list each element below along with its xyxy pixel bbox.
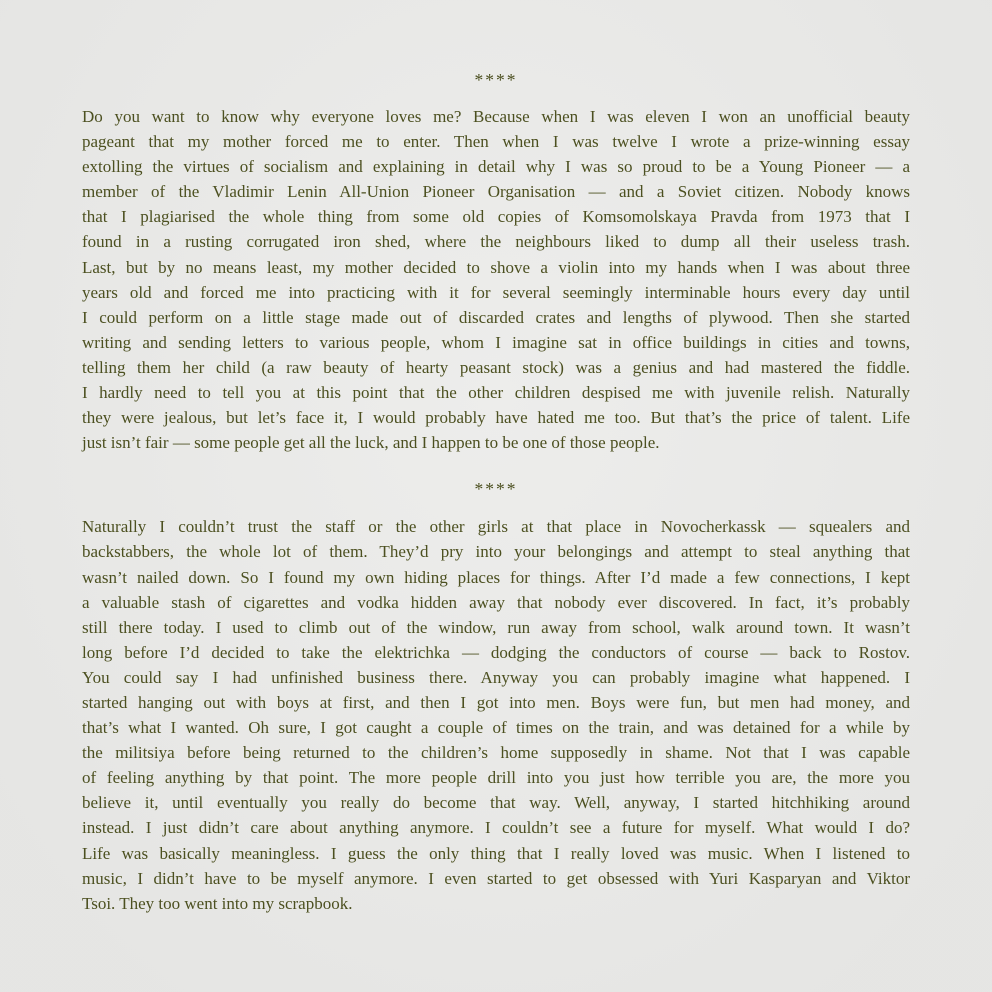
text-line: a valuable stash of cigarettes and vodka hidden away that nobody ever discovered. In fact, it’s probably [82,592,910,612]
text-line: Do you want to know why everyone loves me? Because when I was eleven I won an unofficial beauty [82,107,910,126]
text-line: believe it, until eventually you really do become that way. Well, anyway, I started hitchhiking around [82,793,910,813]
text-line: Naturally I couldn’t trust the staff or the other girls at that place in Novocherkassk — squealers and [82,517,910,537]
text-line: I could perform on a little stage made out of discarded crates and lengths of plywood. Then she started [82,307,910,327]
text-line: wasn’t nailed down. So I found my own hiding places for things. After I’d made a few connections, I kept [82,567,910,587]
text-line: of feeling anything by that point. The more people drill into you just how terrible you are, the more you [82,768,910,788]
text-line: music, I didn’t have to be myself anymore. I even started to get obsessed with Yuri Kasparyan and Viktor [82,868,910,888]
text-line: telling them her child (a raw beauty of hearty peasant stock) was a genius and had mastered the fiddle. [82,357,910,377]
text-line: still there today. I used to climb out of the window, run away from school, walk around town. It wasn’t [82,617,910,637]
text-line: extolling the virtues of socialism and explaining in detail why I was so proud to be a Young Pioneer — a [82,157,910,177]
text-line: long before I’d decided to take the elektrichka — dodging the conductors of course — back to Rostov. [82,642,910,662]
text-line: I hardly need to tell you at this point that the other children despised me with juvenile relish. Naturally [82,383,910,403]
text-line: writing and sending letters to various people, whom I imagine sat in office buildings in cities and towns, [82,332,910,352]
text-line: that I plagiarised the whole thing from some old copies of Komsomolskaya Pravda from 1973 that I [82,207,910,227]
text-line: years old and forced me into practicing with it for several seemingly interminable hours every day until [82,282,910,302]
text-line: just isn’t fair — some people get all the luck, and I happen to be one of those people. [82,433,660,453]
paragraph-second-section [82,514,910,916]
paragraph-first-section [82,104,910,455]
text-line: they were jealous, but let’s face it, I would probably have hated me too. But that’s the price of talent. Life [82,408,910,428]
text-line: instead. I just didn’t care about anything anymore. I couldn’t see a future for myself. What would I do? [82,818,910,838]
text-line: that’s what I wanted. Oh sure, I got caught a couple of times on the train, and was detained for a while by [82,718,910,738]
text-line: Tsoi. They too went into my scrapbook. [82,893,353,913]
text-line: started hanging out with boys at first, and then I got into men. Boys were fun, but men had money, and [82,692,910,712]
text-line: backstabbers, the whole lot of them. They’d pry into your belongings and attempt to steal anything that [82,542,910,562]
text-line: found in a rusting corrugated iron shed, where the neighbours liked to dump all their useless trash. [82,232,910,252]
text-line: pageant that my mother forced me to enter. Then when I was twelve I wrote a prize-winning essay [82,132,910,152]
text-line: Life was basically meaningless. I guess the only thing that I really loved was music. When I listened to [82,843,910,863]
section-separator: **** [474,479,518,500]
text-line: member of the Vladimir Lenin All-Union Pioneer Organisation — and a Soviet citizen. Nobody knows [82,182,910,202]
text-line: You could say I had unfinished business there. Anyway you can probably imagine what happened. I [82,667,910,687]
text-line: Last, but by no means least, my mother decided to shove a violin into my hands when I was about three [82,257,910,277]
text-line: the militsiya before being returned to the children’s home supposedly in shame. Not that I was capable [82,743,910,763]
section-separator: **** [474,70,518,90]
